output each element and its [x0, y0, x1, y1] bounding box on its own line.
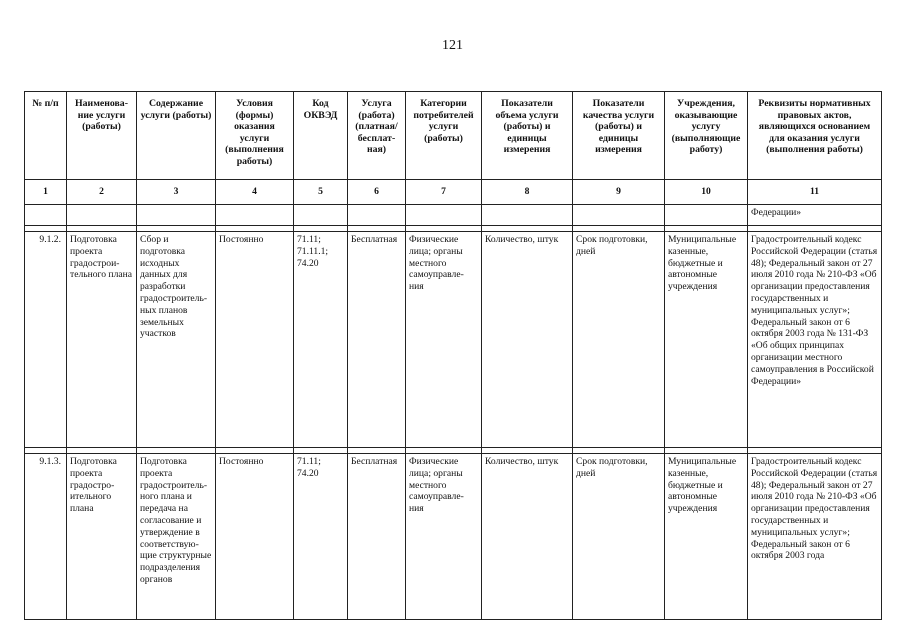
- header-cell: Наименова-ние услуги (работы): [67, 92, 137, 180]
- consumer-categories: Физические лица; органы местного самоуправле-ния: [406, 454, 482, 620]
- row-number: 9.1.3.: [25, 454, 67, 620]
- quality-indicators: Срок подготовки, дней: [573, 232, 665, 448]
- service-content: Подготовка проекта градостроитель-ного плана и передача на согласование и утверждение в соответствую-щие структурные подразделения органов: [137, 454, 216, 620]
- service-content: Сбор и подготовка исходных данных для разработки градостроитель-ных планов земельных участков: [137, 232, 216, 448]
- header-cell: Категории потребителей услуги (работы): [406, 92, 482, 180]
- column-number: 3: [137, 180, 216, 205]
- legal-acts: Градостроительный кодекс Российской Федерации (статья 48); Федеральный закон от 27 июля 2010 года № 210-ФЗ «Об организации предоставления государственных и муниципальных услуг»; Федеральный закон от 6 октября 2003 года № 131-ФЗ «Об общих принципах организации местного самоуправления в Российской Федерации»: [748, 232, 882, 448]
- table-row: [25, 454, 882, 620]
- service-name: Подготовка проекта градострои-тельного плана: [67, 232, 137, 448]
- column-number: 6: [348, 180, 406, 205]
- table-row: [25, 232, 882, 448]
- column-number: 1: [25, 180, 67, 205]
- service-conditions: Постоянно: [216, 454, 294, 620]
- header-cell: Содержание услуги (работы): [137, 92, 216, 180]
- column-number: 2: [67, 180, 137, 205]
- volume-indicators: Количество, штук: [482, 454, 573, 620]
- header-cell: Учреждения, оказывающие услугу (выполняющие работу): [665, 92, 748, 180]
- column-number: 8: [482, 180, 573, 205]
- page-number: 121: [442, 38, 463, 53]
- header-cell: Код ОКВЭД: [294, 92, 348, 180]
- paid-status: Бесплатная: [348, 454, 406, 620]
- okved-code: 71.11; 71.11.1; 74.20: [294, 232, 348, 448]
- column-number: 9: [573, 180, 665, 205]
- continuation-text: Федерации»: [748, 205, 882, 226]
- quality-indicators: Срок подготовки, дней: [573, 454, 665, 620]
- column-number: 11: [748, 180, 882, 205]
- volume-indicators: Количество, штук: [482, 232, 573, 448]
- column-number-row: [25, 180, 882, 205]
- header-cell: Услуга (работа) (платная/ бесплат-ная): [348, 92, 406, 180]
- header-cell: Показатели качества услуги (работы) и единицы измерения: [573, 92, 665, 180]
- column-number: 10: [665, 180, 748, 205]
- legal-acts: Градостроительный кодекс Российской Федерации (статья 48); Федеральный закон от 27 июля 2010 года № 210-ФЗ «Об организации предоставления государственных и муниципальных услуг»; Федеральный закон от 6 октября 2003 года: [748, 454, 882, 620]
- column-number: 7: [406, 180, 482, 205]
- okved-code: 71.11; 74.20: [294, 454, 348, 620]
- header-cell: Условия (формы) оказания услуги (выполнения работы): [216, 92, 294, 180]
- service-name: Подготовка проекта градостро-ительного плана: [67, 454, 137, 620]
- consumer-categories: Физические лица; органы местного самоуправле-ния: [406, 232, 482, 448]
- header-cell: Реквизиты нормативных правовых актов, являющихся основанием для оказания услуги (выполнения работы): [748, 92, 882, 180]
- header-cell: № п/п: [25, 92, 67, 180]
- header-row: [25, 92, 882, 180]
- row-number: 9.1.2.: [25, 232, 67, 448]
- service-conditions: Постоянно: [216, 232, 294, 448]
- header-cell: Показатели объема услуги (работы) и единицы измерения: [482, 92, 573, 180]
- paid-status: Бесплатная: [348, 232, 406, 448]
- institutions: Муниципальные казенные, бюджетные и автономные учреждения: [665, 232, 748, 448]
- column-number: 4: [216, 180, 294, 205]
- continuation-row: [25, 205, 882, 226]
- institutions: Муниципальные казенные, бюджетные и автономные учреждения: [665, 454, 748, 620]
- column-number: 5: [294, 180, 348, 205]
- services-table: [24, 91, 882, 620]
